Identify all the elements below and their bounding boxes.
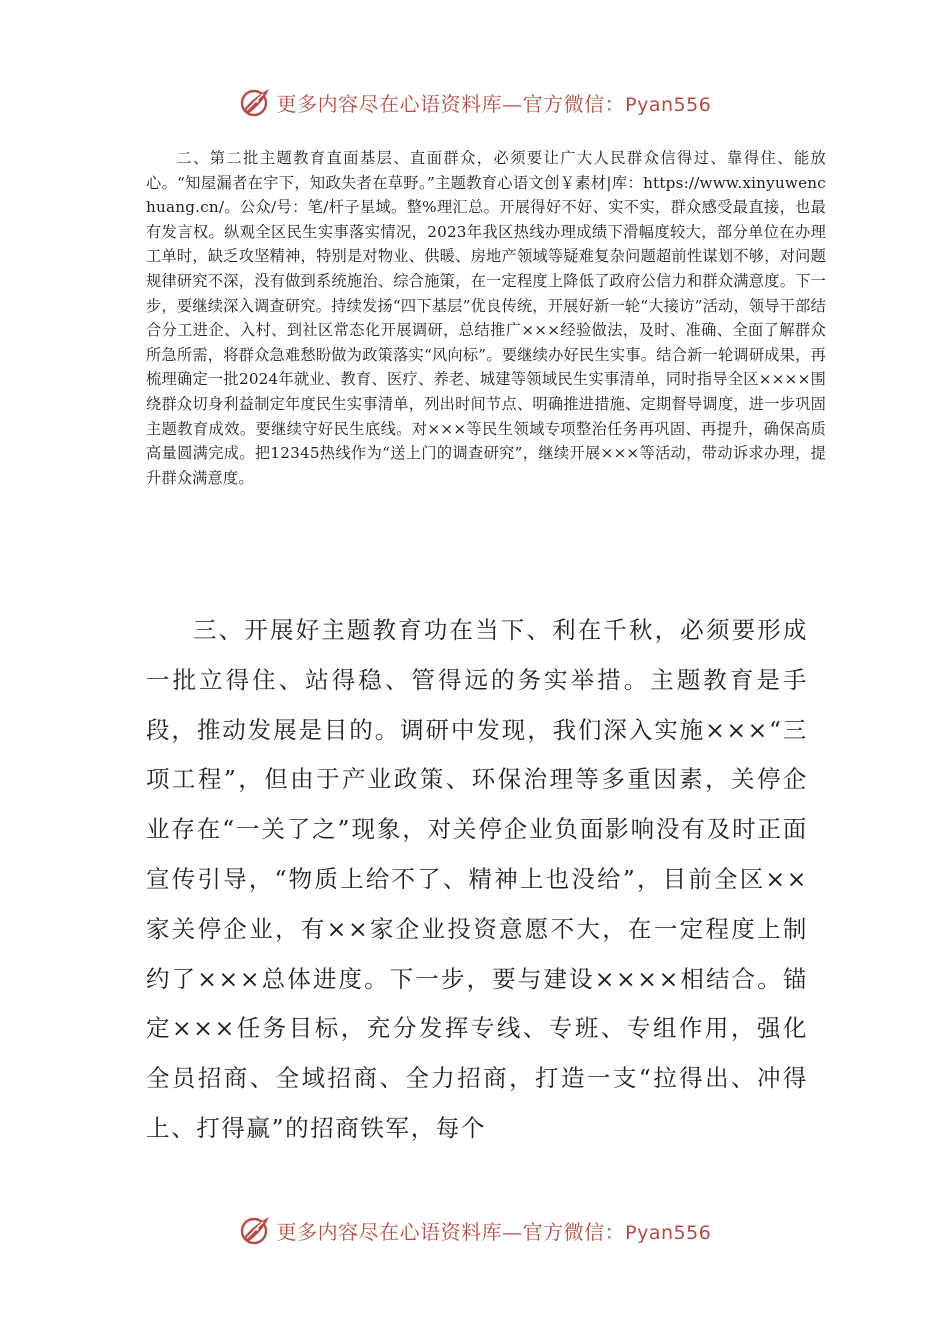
header-wechat-handle: Pyan556 xyxy=(625,93,712,116)
footer-watermark xyxy=(0,1210,950,1250)
footer-brand-label: 更多内容尽在心语资料库—官方微信： xyxy=(276,1219,626,1244)
header-watermark xyxy=(0,82,950,122)
paragraph-section-three: 三、开展好主题教育功在当下、利在千秋，必须要形成一批立得住、站得稳、管得远的务实举措。主题教育是手段，推动发展是目的。调研中发现，我们深入实施×××“三项工程”，但由于产业政策、环保治理等多重因素，关停企业存在“一关了之”现象，对关停企业负面影响没有及时正面宣传引导，“物质上给不了、精神上也没给”，目前全区××家关停企业，有××家企业投资意愿不大，在一定程度上制约了×××总体进度。下一步，要与建设××××相结合。锚定×××任务目标，充分发挥专线、专班、专组作用，强化全员招商、全域招商、全力招商，打造一支“拉得出、冲得上、打得赢”的招商铁军，每个 xyxy=(146,616,808,1142)
header-brand-label: 更多内容尽在心语资料库—官方微信： xyxy=(276,91,626,116)
pen-nib-logo-icon xyxy=(239,85,273,119)
pen-nib-logo-icon xyxy=(239,1213,273,1247)
header-brand-text xyxy=(277,88,712,117)
footer-wechat-handle: Pyan556 xyxy=(625,1221,712,1244)
footer-brand-text xyxy=(277,1216,712,1245)
paragraph-section-two: 二、第二批主题教育直面基层、直面群众，必须要让广大人民群众信得过、靠得住、能放心。“知屋漏者在宇下，知政失者在草野。”主题教育心语文创￥素材|库：https://www.xinyuwenchuang.cn/。公众/号：笔/杆子星域。整%理汇总。开展得好不好、实不实，群众感受最直接，也最有发言权。纵观全区民生实事落实情况，2023年我区热线办理成绩下滑幅度较大，部分单位在办理工单时，缺乏攻坚精神，特别是对物业、供暖、房地产领域等疑难复杂问题超前性谋划不够，对问题规律研究不深，没有做到系统施治、综合施策，在一定程度上降低了政府公信力和群众满意度。下一步，要继续深入调查研究。持续发扬“四下基层”优良传统，开展好新一轮“大接访”活动，领导干部结合分工进企、入村、到社区常态化开展调研，总结推广×××经验做法，及时、准确、全面了解群众所急所需，将群众急难愁盼做为政策落实“风向标”。要继续办好民生实事。结合新一轮调研成果，再梳理确定一批2024年就业、教育、医疗、养老、城建等领域民生实事清单，同时指导全区××××围绕群众切身利益制定年度民生实事清单，列出时间节点、明确推进措施、定期督导调度，进一步巩固主题教育成效。要继续守好民生底线。对×××等民生领域专项整治任务再巩固、再提升，确保高质高量圆满完成。把12345热线作为“送上门的调查研究”，继续开展×××等活动，带动诉求办理，提升群众满意度。 xyxy=(146,149,826,487)
